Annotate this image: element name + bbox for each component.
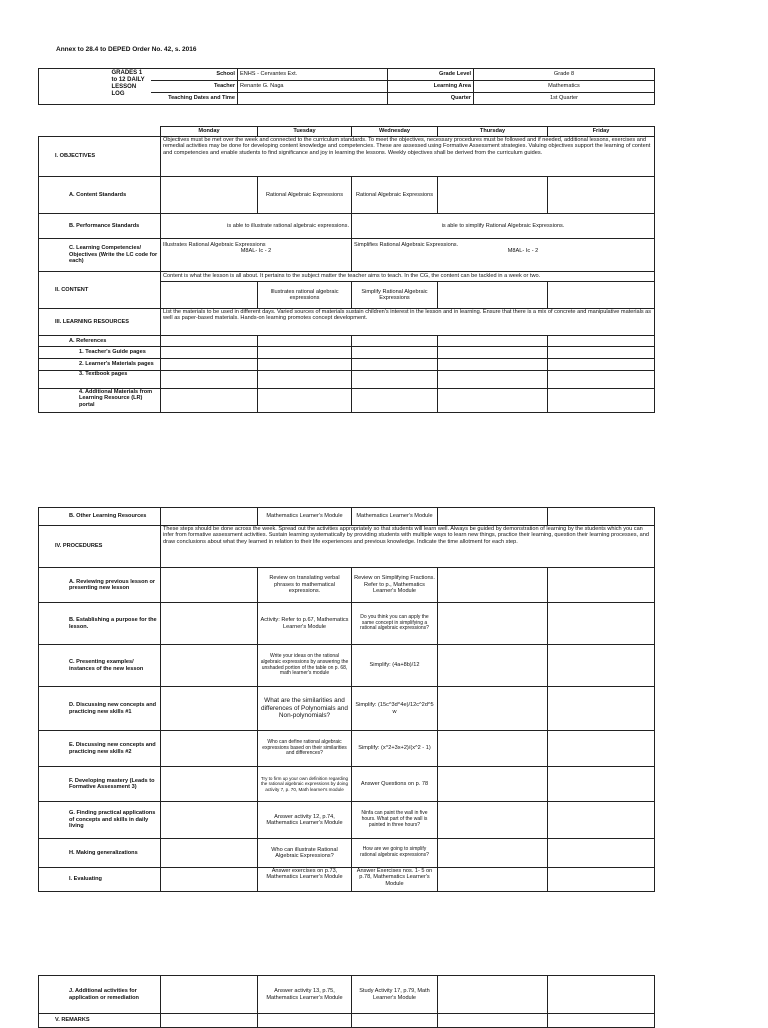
school-label: School: [151, 69, 238, 81]
content-standards-tuesday: Rational Algebraic Expressions: [258, 177, 352, 214]
procedure-g-label: G. Finding practical applications of concepts and skills in daily living: [39, 802, 161, 839]
content-standards-label: A. Content Standards: [39, 177, 161, 214]
procedure-d-tuesday: What are the similarities and differences of Polynomials and Non-polynomials?: [258, 687, 352, 731]
procedure-i-tuesday: Answer exercises on p.73, Mathematics Learner's Module: [258, 868, 352, 892]
content-wednesday: Simplify Rational Algebraic Expressions: [352, 282, 438, 309]
learning-area-label: Learning Area: [388, 81, 474, 93]
teachers-guide-label: 1. Teacher's Guide pages: [39, 347, 161, 359]
procedure-g-tuesday: Answer activity 12, p.74, Mathematics Learner's Module: [258, 802, 352, 839]
performance-standards-tuesday: is able to illustrate rational algebraic expressions.: [161, 214, 352, 239]
learners-materials-label: 2. Learner's Materials pages: [39, 359, 161, 371]
dates-label: Teaching Dates and Time: [151, 93, 238, 105]
objectives-label: I. OBJECTIVES: [39, 137, 161, 177]
quarter-label: Quarter: [388, 93, 474, 105]
other-resources-wednesday: Mathematics Learner's Module: [352, 508, 438, 526]
day-wednesday: Wednesday: [352, 127, 438, 137]
procedure-h-label: H. Making generalizations: [39, 839, 161, 868]
content-standards-wednesday: Rational Algebraic Expressions: [352, 177, 438, 214]
lesson-log-table-part2: [38, 507, 655, 892]
grade-level-value: Grade 8: [474, 69, 655, 81]
school-value: ENHS - Cervantes Ext.: [238, 69, 388, 81]
other-resources-tuesday: Mathematics Learner's Module: [258, 508, 352, 526]
annex-heading: Annex to 28.4 to DEPED Order No. 42, s. 2016: [56, 46, 197, 53]
remarks-label: V. REMARKS: [39, 1014, 161, 1028]
learning-resources-text: List the materials to be used in different days. Varied sources of materials sustain children's interest in the lesson and in learning. Ensure that there is a mix of concrete and manipulative materials as well as paper-based materials. Hands-on learning promotes concept development.: [161, 309, 655, 336]
references-label: A. References: [39, 336, 161, 347]
grade-level-label: Grade Level: [388, 69, 474, 81]
procedure-e-label: E. Discussing new concepts and practicing new skills #2: [39, 731, 161, 767]
competencies-wednesday-text: Simplifies Rational Algebraic Expressions.: [354, 242, 459, 248]
procedure-b-wednesday: Do you think you can apply the same concept in simplifying a rational algebraic expressions?: [352, 603, 438, 645]
content-description: Content is what the lesson is all about. It pertains to the subject matter the teacher aims to teach. In the CG, the content can be tackled in a week or two.: [161, 272, 655, 282]
procedure-f-wednesday: Answer Questions on p. 78: [352, 767, 438, 802]
competencies-monday-code: M8AL- Ic - 2: [240, 248, 272, 255]
procedure-a-label: A. Reviewing previous lesson or presenting new lesson: [39, 568, 161, 603]
performance-standards-label: B. Performance Standards: [39, 214, 161, 239]
learning-resources-label: III. LEARNING RESOURCES: [39, 309, 161, 336]
performance-standards-wednesday: is able to simplify Rational Algebraic Expressions.: [352, 214, 655, 239]
procedure-a-tuesday: Review on translating verbal phrases to mathematical expressions.: [258, 568, 352, 603]
learning-area-value: Mathematics: [474, 81, 655, 93]
textbook-label: 3. Textbook pages: [39, 371, 161, 389]
procedure-b-label: B. Establishing a purpose for the lesson.: [39, 603, 161, 645]
competencies-wednesday-code: M8AL- Ic - 2: [507, 248, 539, 255]
dll-title: GRADES 1 to 12 DAILY LESSON LOG: [110, 69, 151, 105]
day-friday: Friday: [548, 127, 655, 137]
procedure-f-tuesday: Try to firm up your own definition regarding the rational algebraic expressions by doing activity 7, p. 70, Math learner's module: [258, 767, 352, 802]
procedure-i-wednesday: Answer Exercises nos. 1- 5 on p.78, Mathematics Learner's Module: [352, 868, 438, 892]
procedure-i-label: I. Evaluating: [39, 868, 161, 892]
procedure-f-label: F. Developing mastery (Leads to Formative Assessment 3): [39, 767, 161, 802]
procedure-a-wednesday: Review on Simplifying Fractions. Refer to p., Mathematics Learner's Module: [352, 568, 438, 603]
teacher-value: Renante G. Naga: [238, 81, 388, 93]
procedure-h-tuesday: Who can illustrate Rational Algebraic Expressions?: [258, 839, 352, 868]
additional-materials-label: 4. Additional Materials from Learning Resource (LR) portal: [39, 389, 161, 413]
procedure-b-tuesday: Activity: Refer to p.67, Mathematics Learner's Module: [258, 603, 352, 645]
header-table: [38, 68, 655, 105]
teacher-label: Teacher: [151, 81, 238, 93]
lesson-log-table-part1: [38, 126, 655, 413]
procedure-c-tuesday: Write your ideas on the rational algebraic expressions by answering the unshaded portion of the table on p. 68, math learner's module: [258, 645, 352, 687]
dates-value: [238, 93, 388, 105]
content-label: II. CONTENT: [39, 272, 161, 309]
procedure-c-label: C. Presenting examples/ instances of the new lesson: [39, 645, 161, 687]
competencies-label: C. Learning Competencies/ Objectives (Write the LC code for each): [39, 239, 161, 272]
procedure-g-wednesday: Ninfa can paint the wall in five hours. What part of the wall is painted in three hours?: [352, 802, 438, 839]
content-tuesday: Illustrates rational algebraic expressions: [258, 282, 352, 309]
procedure-e-wednesday: Simplify: (x^2+3x+2)/(x^2 - 1): [352, 731, 438, 767]
lesson-log-table-part3: [38, 975, 655, 1028]
objectives-text: Objectives must be met over the week and connected to the curriculum standards. To meet the objectives, necessary procedures must be followed and if needed, additional lessons, exercises and remedial activities may be done for developing content knowledge and competencies. These are assessed using Formative Assessment strategies. Valuing objectives support the learning of content and competencies and enable students to find significance and joy in learning the lessons. Weekly objectives shall be derived from the curriculum guides.: [161, 137, 655, 177]
additional-activities-label: J. Additional activities for application or remediation: [39, 976, 161, 1014]
procedure-e-tuesday: Who can define rational algebraic expressions based on their similarities and differences?: [258, 731, 352, 767]
day-monday: Monday: [161, 127, 258, 137]
additional-activities-tuesday: Answer activity 13, p.75, Mathematics Learner's Module: [258, 976, 352, 1014]
procedure-h-wednesday: How are we going to simplify rational algebraic expressions?: [352, 839, 438, 868]
day-tuesday: Tuesday: [258, 127, 352, 137]
additional-activities-wednesday: Study Activity 17, p.79, Math Learner's Module: [352, 976, 438, 1014]
competencies-monday-text: Illustrates Rational Algebraic Expressions: [163, 242, 266, 248]
quarter-value: 1st Quarter: [474, 93, 655, 105]
procedure-d-label: D. Discussing new concepts and practicing new skills #1: [39, 687, 161, 731]
other-resources-label: B. Other Learning Resources: [39, 508, 161, 526]
procedures-label: IV. PROCEDURES: [39, 526, 161, 568]
procedure-d-wednesday: Simplify: (15c^3d^4e)/12c^2d^5 w: [352, 687, 438, 731]
procedure-c-wednesday: Simplify: (4a+8b)/12: [352, 645, 438, 687]
procedures-text: These steps should be done across the week. Spread out the activities appropriately so that students will learn well. Always be guided by demonstration of learning by the students which you can infer from formative assessment activities. Sustain learning systematically by providing students with multiple ways to learn new things, practice their learning, question their learning processes, and draw conclusions about what they learned in relation to their life experiences and previous knowledge. Indicate the time allotment for each step.: [161, 526, 655, 568]
day-thursday: Thursday: [438, 127, 548, 137]
